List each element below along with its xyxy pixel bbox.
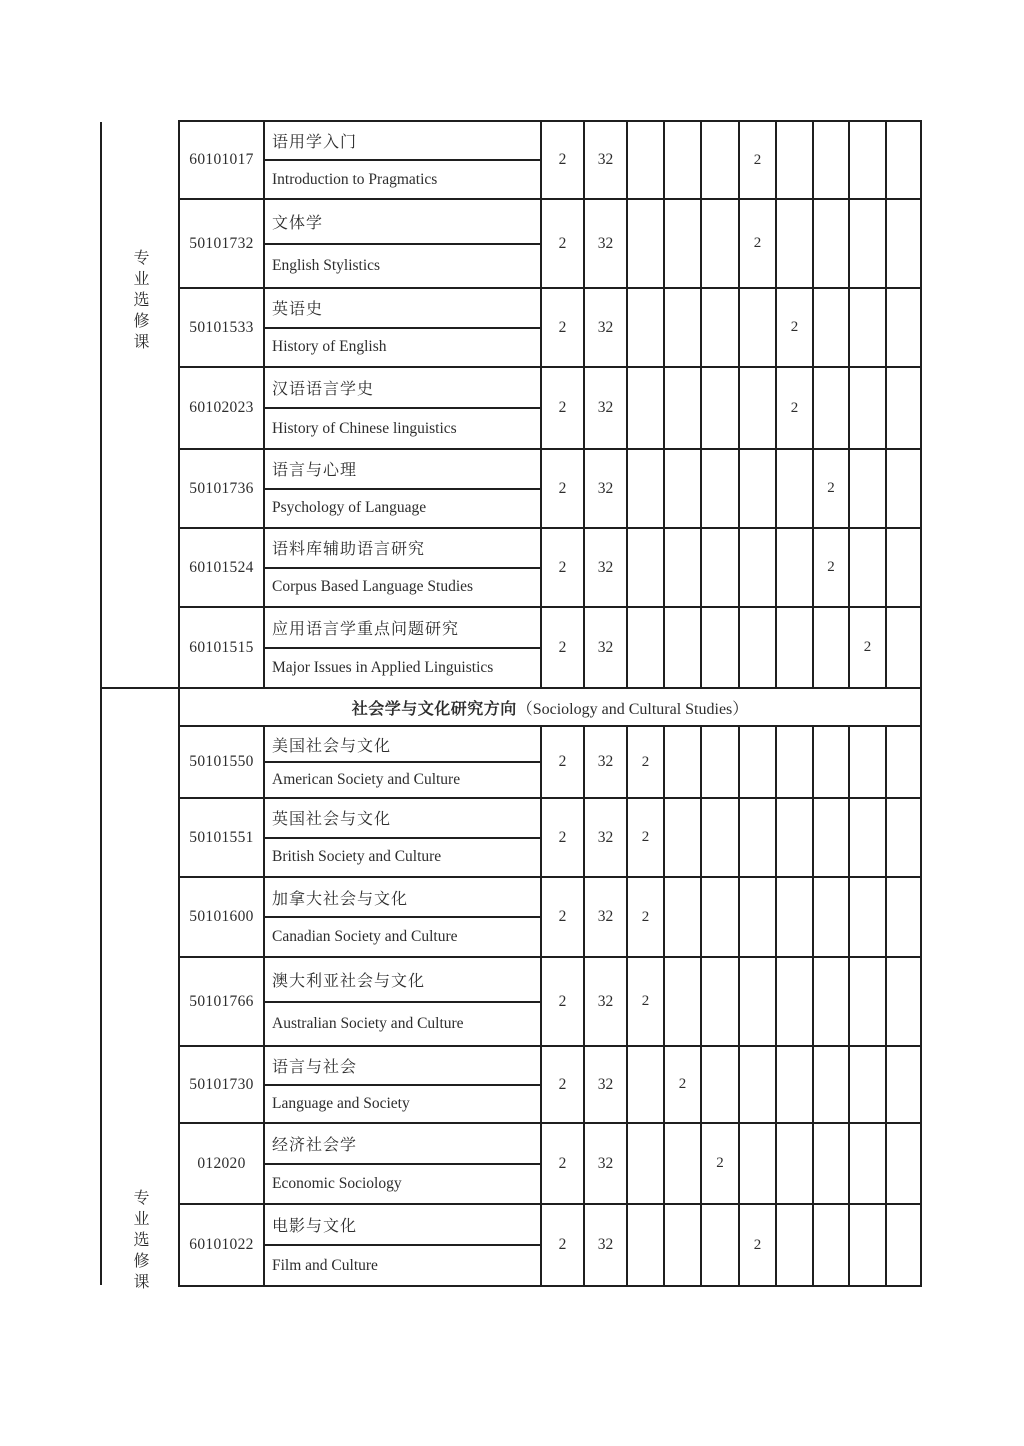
credit-cell: 2 [542,1124,585,1203]
course-name-cn: 英国社会与文化 [265,799,540,839]
course-name-en: British Society and Culture [272,848,442,866]
course-name-cn: 文体学 [265,200,540,245]
semester-5-cell [777,200,814,287]
semester-4-cell [740,368,777,448]
course-name-en: Economic Sociology [272,1174,402,1192]
course-name-cn: 加拿大社会与文化 [265,878,540,918]
semester-2-cell [665,368,702,448]
semester-8-cell [887,608,920,687]
semester-8-cell [887,799,920,876]
semester-5-cell [777,878,814,956]
semester-1-cell [628,1205,665,1285]
semester-5-cell [777,529,814,606]
category-label-electives-bottom: 专业选修课 [131,1188,148,1294]
semester-8-cell [887,200,920,287]
course-name-cell [265,878,542,956]
credit-cell: 2 [542,799,585,876]
course-code-cell: 50101551 [180,799,265,876]
credit-cell: 2 [542,608,585,687]
course-name-cn: 电影与文化 [265,1205,540,1246]
semester-3-cell [702,368,740,448]
hours-cell: 32 [585,529,628,606]
semester-6-cell [814,958,850,1045]
semester-3-cell [702,878,740,956]
credit-cell: 2 [542,200,585,287]
semester-8-cell [887,727,920,797]
semester-7-cell [850,200,887,287]
semester-5-cell [777,1205,814,1285]
semester-3-cell [702,1047,740,1122]
semester-2-cell [665,1124,702,1203]
course-name-cn: 语言与心理 [265,450,540,490]
credit-cell: 2 [542,1205,585,1285]
semester-5-cell: 2 [777,289,814,366]
course-name-cell [265,368,542,448]
semester-3-cell: 2 [702,1124,740,1203]
semester-6-cell [814,1124,850,1203]
semester-5-cell [777,958,814,1045]
course-row [180,529,920,608]
course-name-cell [265,1205,542,1285]
semester-2-cell [665,727,702,797]
semester-5-cell [777,799,814,876]
semester-6-cell: 2 [814,529,850,606]
semester-1-cell [628,529,665,606]
course-name-cell [265,958,542,1045]
course-row [180,200,920,289]
semester-4-cell [740,958,777,1045]
course-code-cell: 60101017 [180,122,265,198]
semester-7-cell [850,289,887,366]
semester-3-cell [702,799,740,876]
course-name-en: Australian Society and Culture [272,1014,464,1032]
semester-3-cell [702,958,740,1045]
semester-5-cell [777,1124,814,1203]
course-name-en: American Society and Culture [272,771,461,788]
semester-3-cell [702,529,740,606]
course-name-en: Film and Culture [272,1256,378,1274]
semester-6-cell [814,799,850,876]
hours-cell: 32 [585,727,628,797]
hours-cell: 32 [585,1124,628,1203]
semester-7-cell [850,1124,887,1203]
course-code-cell: 50101600 [180,878,265,956]
course-code-cell: 50101732 [180,200,265,287]
semester-2-cell [665,1205,702,1285]
credit-cell: 2 [542,122,585,198]
semester-7-cell [850,1047,887,1122]
semester-4-cell [740,727,777,797]
category-cells-divider [100,687,180,689]
semester-3-cell [702,200,740,287]
semester-7-cell [850,1205,887,1285]
course-name-cell [265,727,542,797]
semester-5-cell [777,450,814,527]
semester-7-cell [850,958,887,1045]
course-name-cn: 澳大利亚社会与文化 [265,958,540,1003]
semester-6-cell [814,1205,850,1285]
category-label-electives-top: 专业选修课 [131,248,148,354]
semester-1-cell: 2 [628,878,665,956]
semester-3-cell [702,727,740,797]
semester-5-cell [777,1047,814,1122]
course-name-cn: 应用语言学重点问题研究 [265,608,540,649]
course-code-cell: 50101766 [180,958,265,1045]
semester-6-cell [814,200,850,287]
course-name-cn: 经济社会学 [265,1124,540,1165]
semester-4-cell [740,1047,777,1122]
course-table [178,120,922,1287]
semester-4-cell [740,289,777,366]
course-code-cell: 50101736 [180,450,265,527]
course-code-cell: 50101533 [180,289,265,366]
semester-7-cell [850,799,887,876]
hours-cell: 32 [585,450,628,527]
course-code-cell: 60102023 [180,368,265,448]
course-name-cell [265,608,542,687]
hours-cell: 32 [585,1047,628,1122]
semester-8-cell [887,529,920,606]
course-row [180,878,920,958]
hours-cell: 32 [585,1205,628,1285]
semester-8-cell [887,1205,920,1285]
semester-4-cell [740,878,777,956]
semester-8-cell [887,958,920,1045]
hours-cell: 32 [585,958,628,1045]
hours-cell: 32 [585,608,628,687]
semester-1-cell: 2 [628,799,665,876]
course-name-en: Canadian Society and Culture [272,928,458,945]
course-code-cell: 60101022 [180,1205,265,1285]
section-header-en: （Sociology and Cultural Studies） [516,700,749,718]
hours-cell: 32 [585,200,628,287]
credit-cell: 2 [542,1047,585,1122]
semester-2-cell [665,529,702,606]
course-code-cell: 012020 [180,1124,265,1203]
credit-cell: 2 [542,878,585,956]
semester-1-cell: 2 [628,727,665,797]
semester-2-cell [665,799,702,876]
semester-2-cell [665,450,702,527]
course-code-cell: 50101550 [180,727,265,797]
semester-4-cell [740,799,777,876]
course-row [180,799,920,878]
course-row [180,289,920,368]
semester-2-cell [665,200,702,287]
course-code-cell: 60101515 [180,608,265,687]
course-code-cell: 60101524 [180,529,265,606]
semester-3-cell [702,122,740,198]
semester-8-cell [887,368,920,448]
course-name-en: History of English [272,338,387,356]
course-name-cell [265,1047,542,1122]
semester-4-cell [740,608,777,687]
course-name-cn: 汉语语言学史 [265,368,540,409]
semester-6-cell [814,1047,850,1122]
semester-1-cell [628,608,665,687]
semester-1-cell: 2 [628,958,665,1045]
semester-8-cell [887,878,920,956]
semester-4-cell [740,529,777,606]
semester-1-cell [628,450,665,527]
semester-5-cell: 2 [777,368,814,448]
course-name-cn: 语言与社会 [265,1047,540,1086]
course-name-en: English Stylistics [272,256,381,274]
hours-cell: 32 [585,122,628,198]
course-row [180,450,920,529]
semester-6-cell [814,122,850,198]
course-name-cn: 美国社会与文化 [265,727,540,763]
credit-cell: 2 [542,289,585,366]
semester-2-cell [665,958,702,1045]
semester-7-cell [850,529,887,606]
semester-1-cell [628,1047,665,1122]
course-row [180,958,920,1047]
semester-1-cell [628,1124,665,1203]
semester-2-cell [665,878,702,956]
semester-7-cell [850,450,887,527]
semester-6-cell: 2 [814,450,850,527]
semester-6-cell [814,368,850,448]
credit-cell: 2 [542,727,585,797]
section-header-cn: 社会学与文化研究方向 [351,700,517,718]
semester-4-cell: 2 [740,122,777,198]
semester-2-cell: 2 [665,1047,702,1122]
semester-4-cell [740,1124,777,1203]
hours-cell: 32 [585,289,628,366]
semester-7-cell: 2 [850,608,887,687]
course-row [180,608,920,689]
credit-cell: 2 [542,368,585,448]
course-name-en: History of Chinese linguistics [272,419,457,437]
credit-cell: 2 [542,529,585,606]
course-name-en: Major Issues in Applied Linguistics [272,658,494,676]
semester-3-cell [702,608,740,687]
course-name-cell [265,289,542,366]
semester-7-cell [850,122,887,198]
semester-6-cell [814,878,850,956]
semester-7-cell [850,368,887,448]
course-name-cn: 语用学入门 [265,122,540,161]
semester-6-cell [814,608,850,687]
semester-3-cell [702,1205,740,1285]
course-code-cell: 50101730 [180,1047,265,1122]
section-header [180,689,920,727]
semester-1-cell [628,200,665,287]
course-name-en: Introduction to Pragmatics [272,170,438,188]
semester-5-cell [777,608,814,687]
semester-1-cell [628,368,665,448]
semester-3-cell [702,289,740,366]
hours-cell: 32 [585,368,628,448]
course-row [180,1124,920,1205]
semester-8-cell [887,122,920,198]
course-name-en: Language and Society [272,1094,410,1112]
course-row [180,727,920,799]
semester-4-cell: 2 [740,200,777,287]
semester-7-cell [850,727,887,797]
semester-7-cell [850,878,887,956]
semester-1-cell [628,122,665,198]
semester-8-cell [887,289,920,366]
course-name-cell [265,450,542,527]
semester-8-cell [887,1124,920,1203]
course-row [180,122,920,200]
hours-cell: 32 [585,878,628,956]
semester-5-cell [777,122,814,198]
course-name-cell [265,529,542,606]
semester-2-cell [665,122,702,198]
course-name-en: Corpus Based Language Studies [272,578,474,596]
course-name-cell [265,122,542,198]
credit-cell: 2 [542,958,585,1045]
semester-8-cell [887,450,920,527]
semester-4-cell: 2 [740,1205,777,1285]
semester-3-cell [702,450,740,527]
semester-6-cell [814,289,850,366]
semester-8-cell [887,1047,920,1122]
course-name-cell [265,200,542,287]
course-name-cn: 语料库辅助语言研究 [265,529,540,569]
course-name-cell [265,1124,542,1203]
semester-4-cell [740,450,777,527]
course-row [180,368,920,450]
course-name-cell [265,799,542,876]
semester-6-cell [814,727,850,797]
hours-cell: 32 [585,799,628,876]
semester-5-cell [777,727,814,797]
semester-2-cell [665,289,702,366]
course-name-en: Psychology of Language [272,499,427,517]
course-row [180,1205,920,1285]
semester-2-cell [665,608,702,687]
credit-cell: 2 [542,450,585,527]
course-name-cn: 英语史 [265,289,540,329]
course-row [180,1047,920,1124]
semester-1-cell [628,289,665,366]
